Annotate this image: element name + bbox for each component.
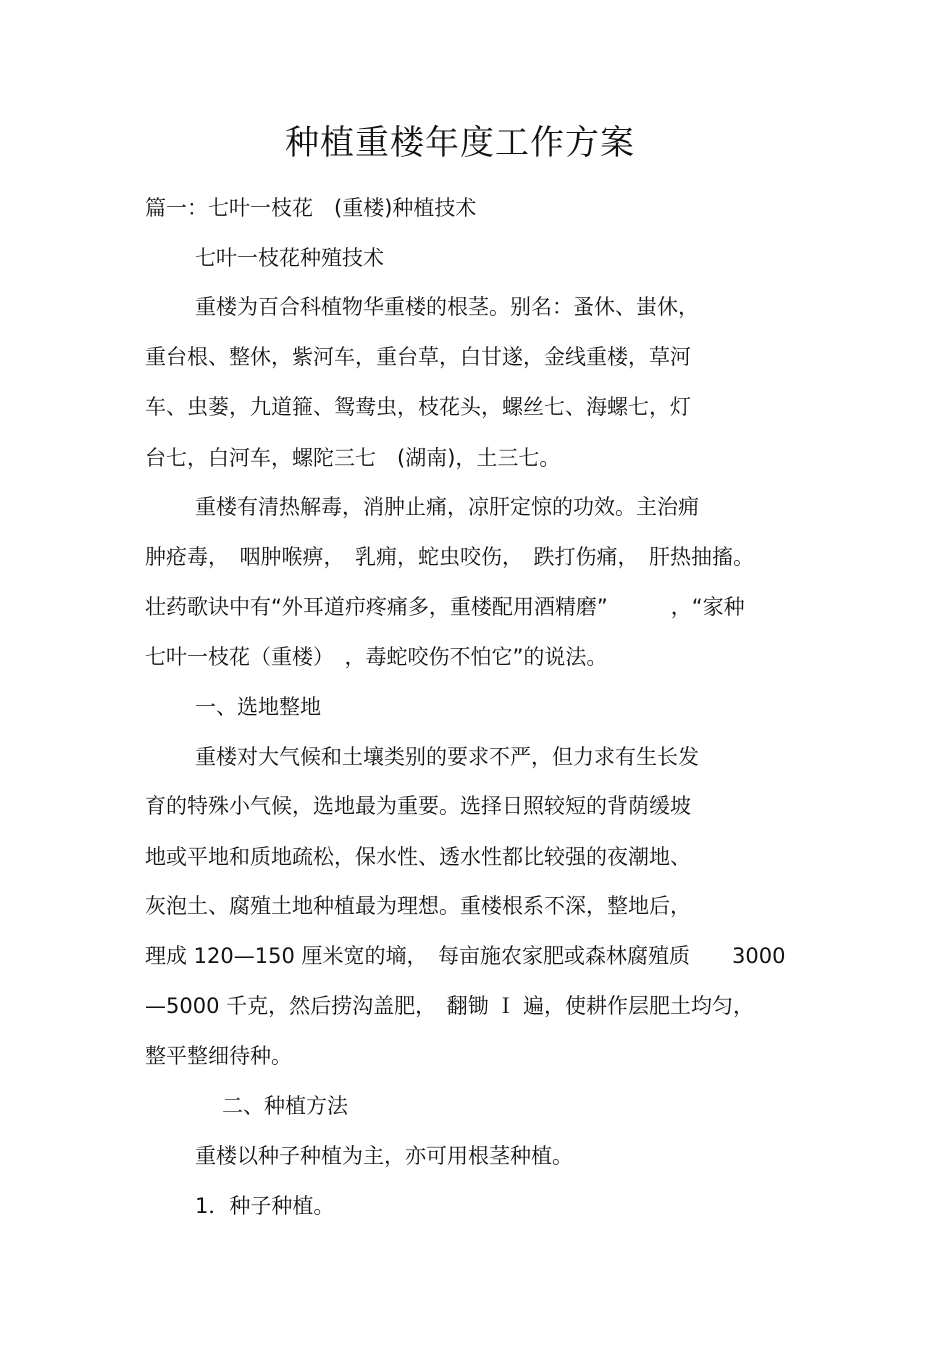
paragraph-line: 育的特殊小气候，选地最为重要。选择日照较短的背荫缓坡 (145, 794, 691, 818)
section-heading: 一、选地整地 (195, 695, 321, 719)
paragraph-line: 理成 120—150 厘米宽的墒， 每亩施农家肥或森林腐殖质 3000 (145, 944, 786, 968)
document-title: 种植重楼年度工作方案 (285, 123, 635, 163)
paragraph-line: 重楼为百合科植物华重楼的根茎。别名：蚤休、蚩休， (195, 295, 699, 319)
section-heading: 二、种植方法 (222, 1094, 348, 1118)
section-subtitle: 七叶一枝花种殖技术 (195, 246, 384, 270)
paragraph-line: 壮药歌诀中有“外耳道疖疼痛多，重楼配用酒精磨” ，“家种 (145, 595, 745, 619)
paragraph-line: 灰泡土、腐殖土地种植最为理想。重楼根系不深，整地后， (145, 894, 691, 918)
paragraph-line: 地或平地和质地疏松，保水性、透水性都比较强的夜潮地、 (145, 845, 691, 869)
paragraph-line: 重楼以种子种植为主，亦可用根茎种植。 (195, 1144, 573, 1168)
paragraph-line: 七叶一枝花（重楼） ，毒蛇咬伤不怕它”的说法。 (145, 645, 608, 669)
paragraph-line: 整平整细待种。 (145, 1044, 292, 1068)
numbered-item: 1．种子种植。 (195, 1194, 335, 1218)
paragraph-line: 车、虫蒌，九道箍、鸳鸯虫，枝花头，螺丝七、海螺七，灯 (145, 395, 691, 419)
paragraph-line: —5000 千克，然后捞沟盖肥， 翻锄 Ｉ 遍，使耕作层肥土均匀， (145, 994, 754, 1018)
paragraph-line: 重台根、整休，紫河车，重台草，白甘遂，金线重楼，草河 (145, 345, 691, 369)
paragraph-line: 重楼有清热解毒，消肿止痛，凉肝定惊的功效。主治痈 (195, 495, 699, 519)
paragraph-line: 肿疮毒， 咽肿喉痹， 乳痈，蛇虫咬伤， 跌打伤痛， 肝热抽搐。 (145, 545, 754, 569)
chapter-heading: 篇一：七叶一枝花 (重楼)种植技术 (145, 196, 477, 220)
paragraph-line: 重楼对大气候和土壤类别的要求不严，但力求有生长发 (195, 745, 699, 769)
paragraph-line: 台七，白河车，螺陀三七 (湖南)，土三七。 (145, 446, 561, 470)
